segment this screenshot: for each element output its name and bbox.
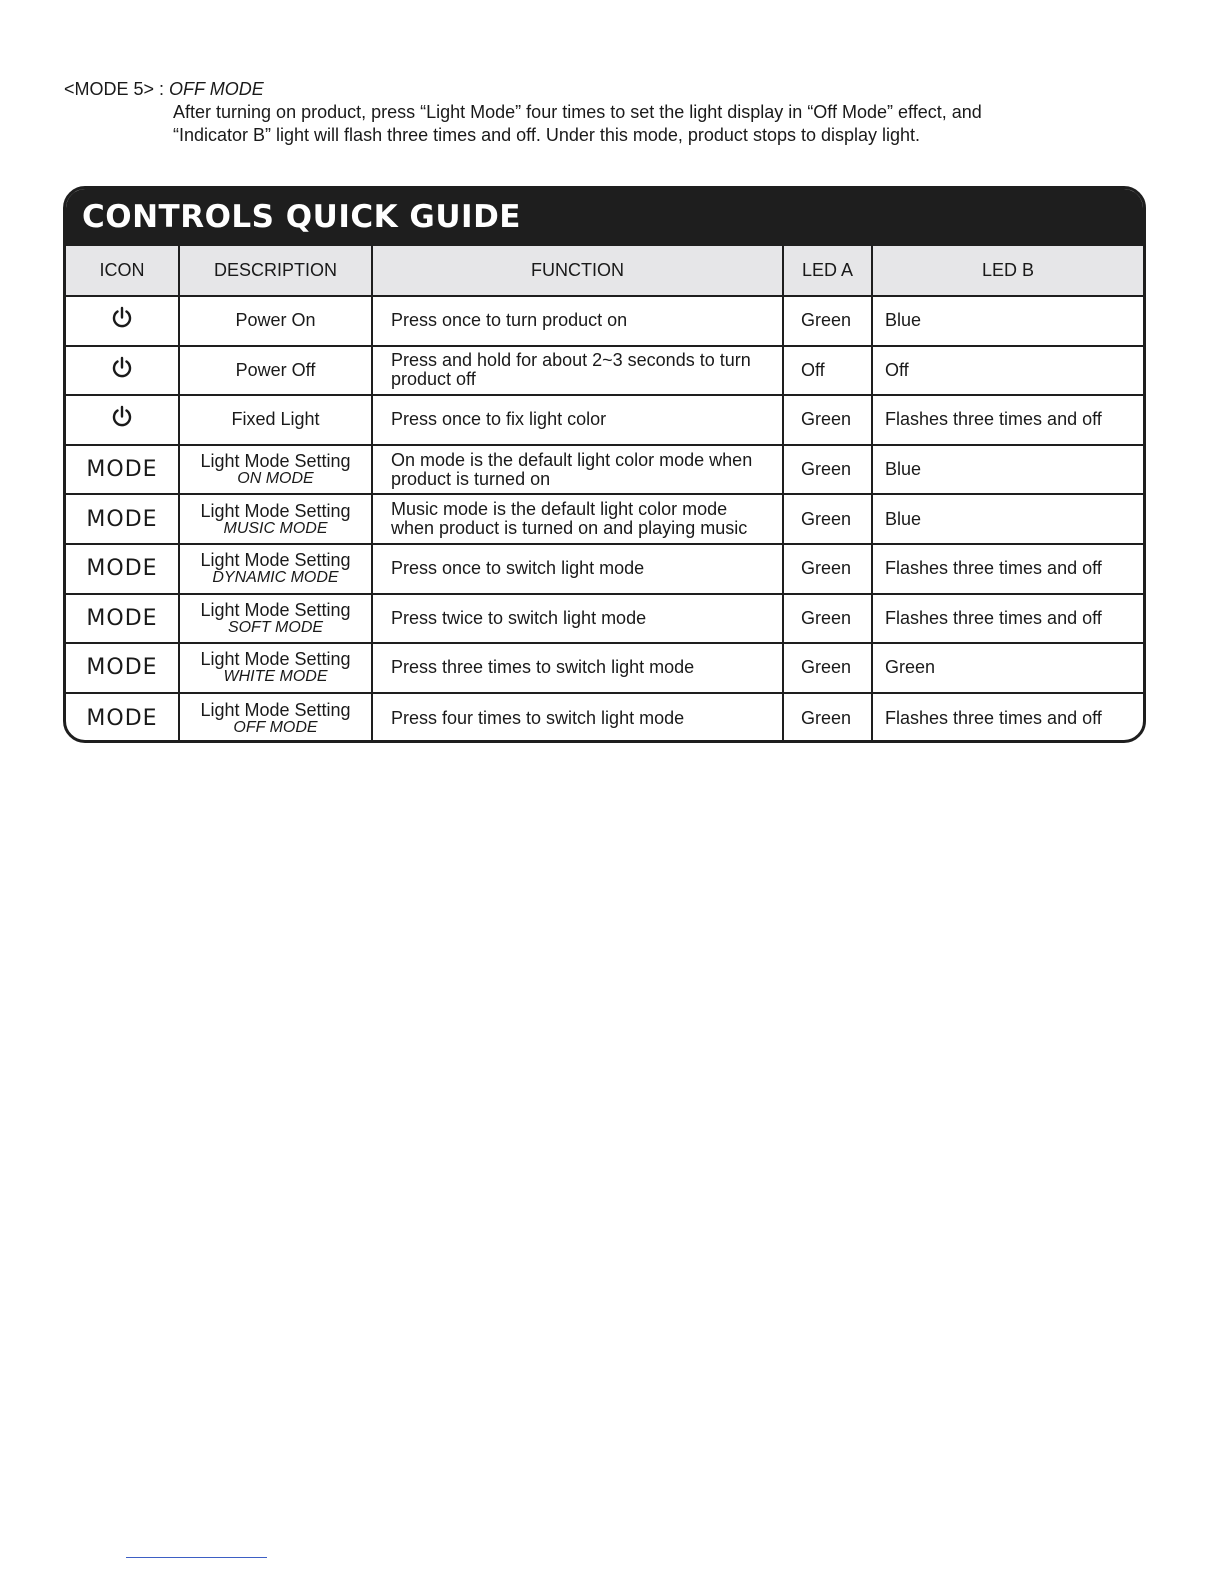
description-cell	[179, 296, 372, 346]
table-row	[66, 544, 1143, 594]
description-cell	[179, 693, 372, 743]
description-cell	[179, 395, 372, 445]
led-b-cell: Flashes three times and off	[872, 544, 1143, 594]
icon-cell	[66, 395, 179, 445]
icon-cell	[66, 494, 179, 544]
description-text: Power Off	[235, 359, 316, 380]
mode-icon: MODE	[86, 605, 158, 631]
table-header-row	[66, 246, 1143, 296]
power-icon	[111, 405, 133, 434]
led-a-cell: Green	[783, 445, 872, 495]
header-led-a: LED A	[783, 246, 872, 296]
description-cell	[179, 346, 372, 396]
description-cell	[179, 594, 372, 644]
led-b-cell: Flashes three times and off	[885, 707, 1102, 728]
function-cell: Press once to turn product on	[372, 296, 783, 346]
mode-heading	[64, 78, 264, 100]
function-cell: Press once to fix light color	[372, 395, 783, 445]
footer-rule	[126, 1557, 267, 1558]
mode-icon: MODE	[86, 506, 158, 532]
power-icon	[111, 306, 133, 335]
function-cell: Press once to switch light mode	[372, 544, 783, 594]
header-led-b: LED B	[872, 246, 1143, 296]
led-a-cell: Green	[783, 594, 872, 644]
led-b-cell: Flashes three times and off	[872, 594, 1143, 644]
led-a-cell: Green	[783, 544, 872, 594]
led-b-cell: Blue	[872, 445, 1143, 495]
function-cell: Press twice to switch light mode	[372, 594, 783, 644]
mode-icon: MODE	[86, 556, 158, 582]
mode-icon: MODE	[86, 655, 158, 681]
led-b-cell: Blue	[872, 296, 1143, 346]
mode-subtitle: DYNAMIC MODE	[212, 569, 339, 587]
description-text: Fixed Light	[231, 409, 320, 430]
description-cell	[179, 544, 372, 594]
description-text: Light Mode Setting	[200, 649, 351, 670]
table-row	[66, 346, 1143, 396]
icon-cell	[66, 693, 179, 743]
led-a-cell: Green	[783, 296, 872, 346]
mode-prefix: <MODE 5> :	[64, 79, 170, 99]
description-text: Light Mode Setting	[200, 500, 351, 521]
led-b-cell: Blue	[872, 494, 1143, 544]
mode-icon: MODE	[86, 457, 158, 483]
table-row	[66, 395, 1143, 445]
icon-cell	[66, 544, 179, 594]
icon-cell	[66, 296, 179, 346]
led-a-cell: Off	[783, 346, 872, 396]
description-cell	[179, 494, 372, 544]
icon-cell	[66, 346, 179, 396]
table-row	[66, 296, 1143, 346]
mode-description-line-1: After turning on product, press “Light Mode” four times to set the light display in “Off Mode” effect, and	[173, 102, 982, 122]
mode-subtitle: WHITE MODE	[223, 668, 328, 686]
guide-table	[66, 246, 1143, 742]
led-a-cell: Green	[783, 693, 872, 743]
table-row	[66, 494, 1143, 544]
table-row	[66, 445, 1143, 495]
description-text: Light Mode Setting	[200, 599, 351, 620]
icon-cell	[66, 445, 179, 495]
led-a-cell: Green	[783, 395, 872, 445]
led-b-cell: Flashes three times and off	[872, 395, 1143, 445]
mode-subtitle: ON MODE	[237, 470, 314, 488]
function-cell: Press and hold for about 2~3 seconds to turn product off	[372, 346, 783, 396]
table-row	[66, 643, 1143, 693]
icon-cell	[66, 643, 179, 693]
header-description: DESCRIPTION	[179, 246, 372, 296]
guide-title: CONTROLS QUICK GUIDE	[66, 189, 1143, 246]
led-b-cell: Green	[872, 643, 1143, 693]
mode-subtitle: OFF MODE	[233, 718, 318, 736]
mode-subtitle: SOFT MODE	[227, 618, 324, 636]
description-text: Light Mode Setting	[200, 699, 351, 720]
icon-cell	[66, 594, 179, 644]
mode-description-line-2: “Indicator B” light will flash three times and off. Under this mode, product stops to display light.	[173, 125, 921, 145]
function-cell: Press four times to switch light mode	[372, 693, 783, 743]
description-cell	[179, 445, 372, 495]
function-cell: Press three times to switch light mode	[372, 643, 783, 693]
led-a-cell: Green	[783, 643, 872, 693]
function-cell: On mode is the default light color mode when product is turned on	[372, 445, 783, 495]
mode-name: OFF MODE	[169, 79, 264, 99]
header-icon: ICON	[66, 246, 179, 296]
mode-description	[173, 101, 1073, 147]
table-row	[66, 594, 1143, 644]
controls-quick-guide	[63, 186, 1146, 743]
function-cell: Music mode is the default light color mode when product is turned on and playing music	[372, 494, 783, 544]
description-text: Power On	[235, 310, 316, 331]
description-text: Light Mode Setting	[200, 550, 351, 571]
mode-icon: MODE	[86, 705, 158, 731]
led-a-cell: Green	[783, 494, 872, 544]
header-function: FUNCTION	[372, 246, 783, 296]
description-cell	[179, 643, 372, 693]
led-b-cell: Off	[872, 346, 1143, 396]
table-row	[66, 693, 1143, 743]
mode-subtitle: MUSIC MODE	[223, 519, 328, 537]
power-icon	[111, 356, 133, 385]
description-text: Light Mode Setting	[200, 451, 351, 472]
